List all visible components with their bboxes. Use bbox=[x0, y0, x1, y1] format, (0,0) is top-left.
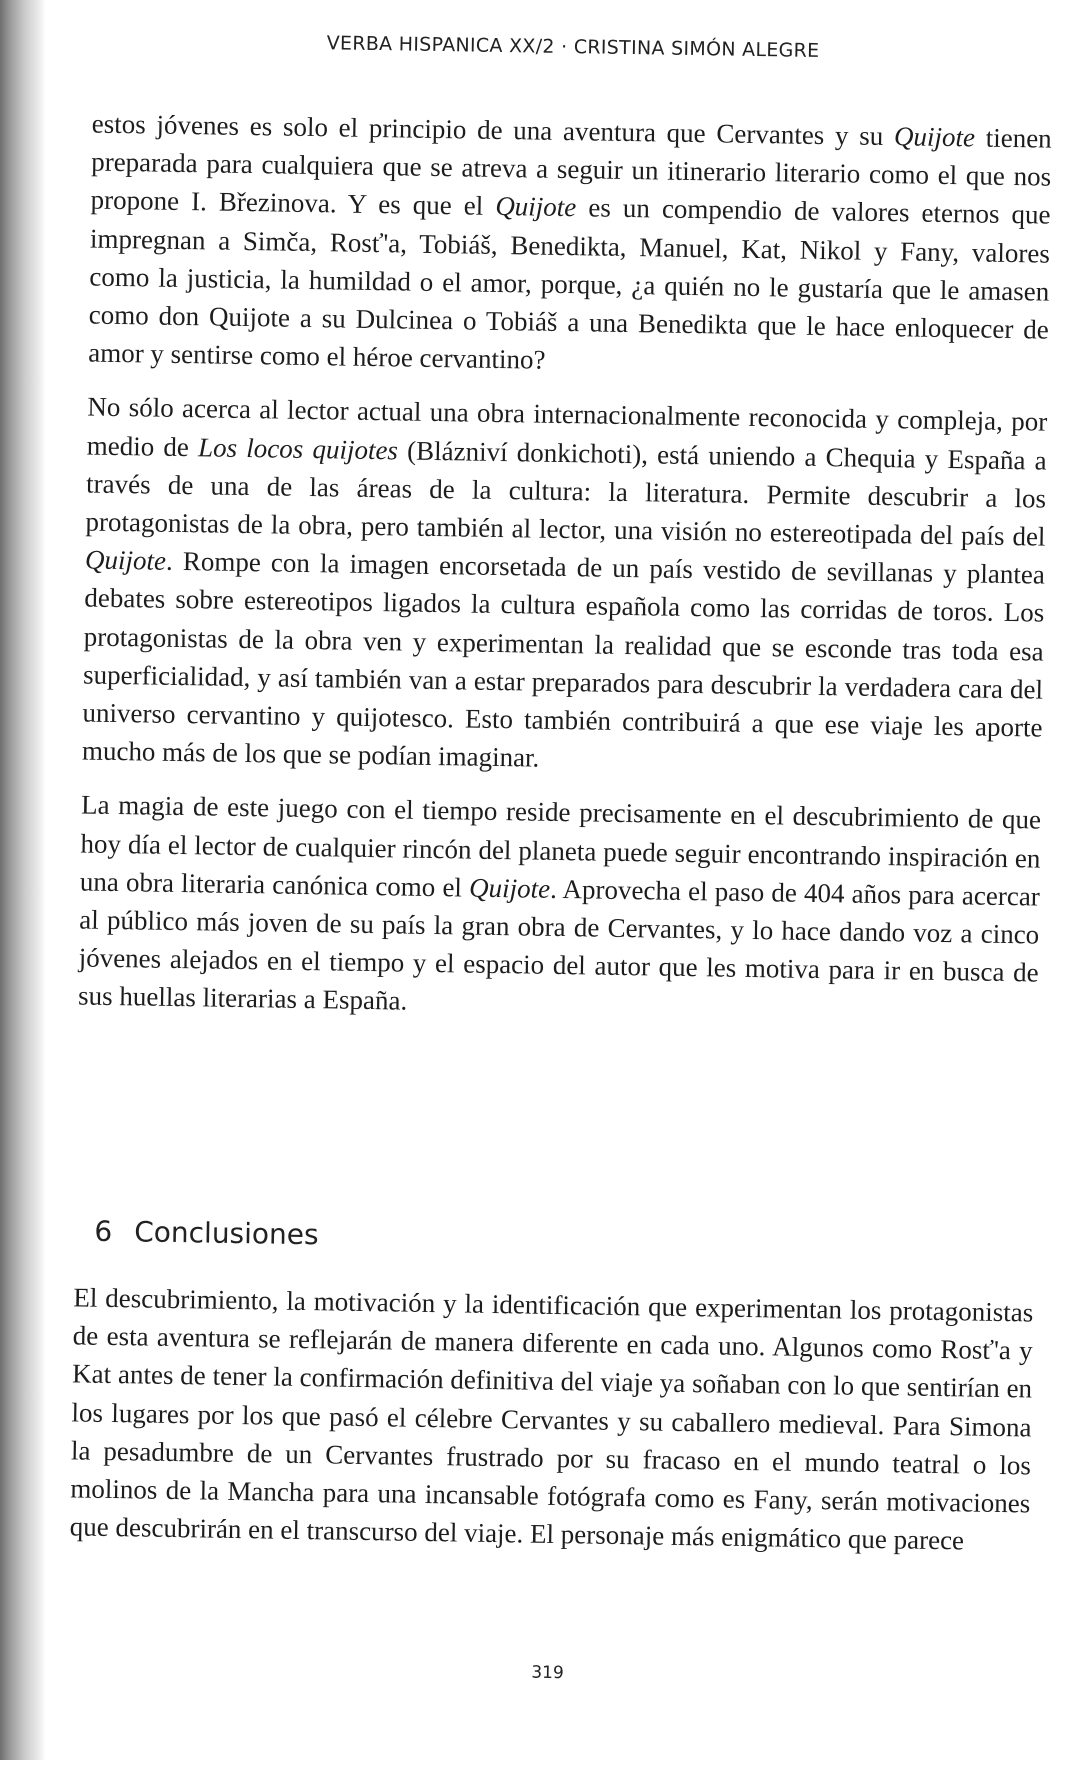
italic-title: Quijote bbox=[85, 545, 166, 576]
italic-title: Quijote bbox=[469, 872, 550, 903]
section-number: 6 bbox=[94, 1215, 112, 1248]
italic-title: Quijote bbox=[894, 121, 975, 152]
paragraph-2: No sólo acerca al lector actual una obra internacionalmente reconocida y compleja, por medio de Los locos quijotes (Blázniví donkichoti), está uniendo a Chequia y España a través de una de las áreas de la cultura: la literatura. Permite descubrir a los protagonistas de la obra, pero también al lector, una visión no estereotipada del país del Quijote. Rompe con la imagen encorsetada de un país vestido de sevillanas y plantea debates sobre estereotipos ligados la cultura española como las corridas de toros. Los protagonistas de la obra ven y experimentan la realidad que se esconde tras toda esa superficialidad, y así también van a estar preparados para descubrir la verdadera cara del universo cervantino y quijotesco. Esto también contribuirá a que ese viaje les aporte mucho más de los que se podían imaginar. bbox=[82, 388, 1048, 785]
body-text bbox=[78, 105, 1052, 1031]
section-heading bbox=[94, 1215, 319, 1252]
paragraph-3: La magia de este juego con el tiempo reside precisamente en el descubrimiento de que hoy día el lector de cualquier rincón del planeta puede seguir encontrando inspiración en una obra literaria canónica como el Quijote. Aprovecha el paso de 404 años para acercar al público más joven de su país la gran obra de Cervantes, y lo hace dando voz a cinco jóvenes alejados en el tiempo y el espacio del autor que les motiva para ir en busca de sus huellas literarias a España. bbox=[78, 786, 1041, 1030]
section-body bbox=[69, 1278, 1033, 1560]
page-number: 319 bbox=[47, 1655, 1047, 1691]
book-page bbox=[46, 0, 1074, 1768]
running-head: VERBA HISPANICA XX/2 · CRISTINA SIMÓN ALEGRE bbox=[73, 28, 1073, 66]
italic-title: Los locos quijotes bbox=[198, 432, 398, 465]
scan-binding-shadow bbox=[0, 0, 46, 1760]
section-paragraph: El descubrimiento, la motivación y la identificación que experimentan los protagonistas de esta aventura se reflejarán de manera diferente en cada uno. Algunos como Rosť'a y Kat antes de tener la confirmación definitiva del viaje ya soñaban con lo que sentirían en los lugares por los que pasó el célebre Cervantes y su caballero medieval. Para Simona la pesadumbre de un Cervantes frustrado por su fracaso en el mundo teatral o los molinos de la Mancha para una incansable fotógrafa como es Fany, serán motivaciones que descubrirán en el transcurso del viaje. El personaje más enigmático que parece bbox=[69, 1278, 1033, 1560]
section-title: Conclusiones bbox=[134, 1215, 319, 1251]
italic-title: Quijote bbox=[495, 191, 576, 222]
paragraph-1: estos jóvenes es solo el principio de una aventura que Cervantes y su Quijote tienen preparada para cualquiera que se atreva a seguir un itinerario literario como el que nos propone I. Březinova. Y es que el Quijote es un compendio de valores eternos que impregnan a Simča, Rosť'a, Tobiáš, Benedikta, Manuel, Kat, Nikol y Fany, valores como la justicia, la humildad o el amor, porque, ¿a quién no le gustaría que le amasen como don Quijote a su Dulcinea o Tobiáš a una Benedikta que le hace enloquecer de amor y sentirse como el héroe cervantino? bbox=[88, 105, 1052, 387]
